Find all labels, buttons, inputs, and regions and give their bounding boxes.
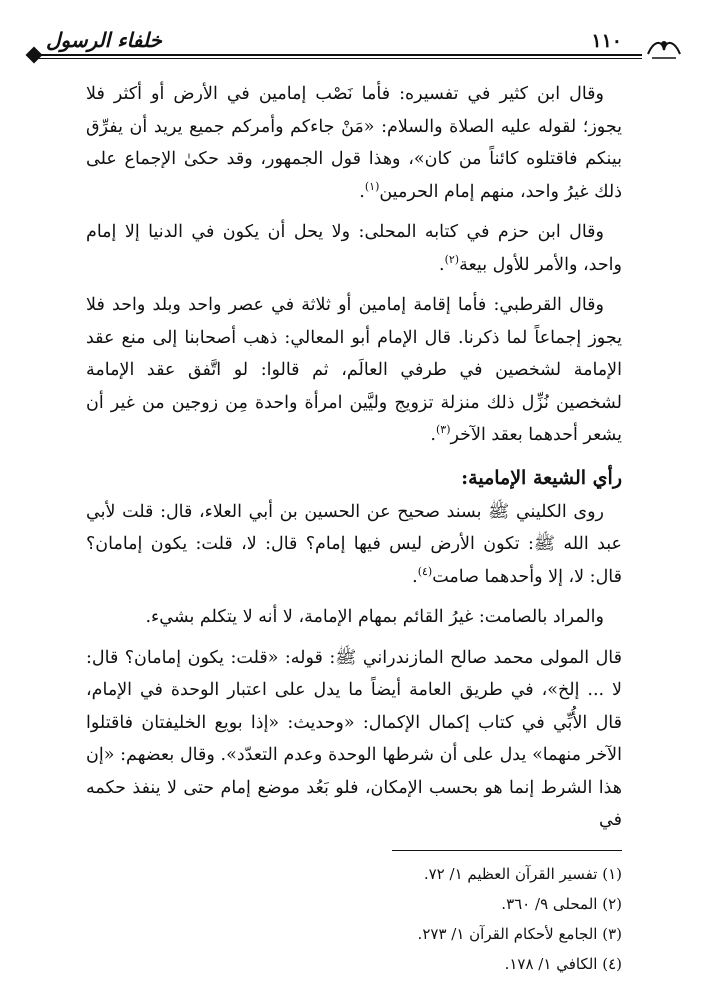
footnote-mark: (٣) bbox=[436, 423, 451, 437]
footnote-mark: (٤) bbox=[417, 564, 433, 578]
footnote-1: (١) تفسير القرآن العظيم ١/ ٧٢. bbox=[423, 865, 622, 883]
main-text bbox=[86, 78, 622, 837]
page-header bbox=[26, 30, 682, 64]
paragraph-kulayni: روى الكليني ﷺ بسند صحيح عن الحسين بن أبي العلاء، قال: قلت لأبي عبد الله ﷺ: تكون الأرض ليس فيها إمام؟ قال: لا، قلت: يكون إمامان؟ قال: لا، إلا وأحدهما صامت$^{(٤)}$. bbox=[86, 501, 622, 587]
header-rule bbox=[38, 54, 642, 56]
running-title: خلفاء الرسول bbox=[46, 28, 162, 52]
footnote-rule bbox=[392, 850, 622, 851]
paragraph-mazandarani: قال المولى محمد صالح المازندراني ﷺ: قوله: «قلت: يكون إمامان؟ قال: لا ... إلخ»، في طريق العامة أيضاً ما يدل على اعتبار الوحدة في الإمام، قال الأُبِّي في كتاب إكمال الإكمال: «وحديث: «إذا بويع الخليفتان فاقتلوا الآخر منهما» يدل على أن شرطها الوحدة وعدم التعدّد». وقال بعضهم: «إن هذا الشرط إنما هو بحسب الإمكان، فلو بَعُد موضع إمام حتى لا ينفذ حكمه في bbox=[86, 647, 622, 830]
paragraph-ibn-hazm: وقال ابن حزم في كتابه المحلى: ولا يحل أن يكون في الدنيا إلا إمام واحد، والأمر للأول بيعة$^{(٢)}$. bbox=[86, 222, 622, 275]
footnotes bbox=[86, 850, 622, 979]
section-heading: رأي الشيعة الإمامية: bbox=[461, 466, 622, 489]
paragraph-ibn-kathir: وقال ابن كثير في تفسيره: فأما نَصْب إمامين في الأرض أو أكثر فلا يجوز؛ لقوله عليه الصلاة والسلام: «مَنْ جاءكم وأمركم جميع يريد أن يفرِّق بينكم فاقتلوه كائناً من كان»، وهذا قول الجمهور، وقد حكىٰ الإجماع على ذلك غيرُ واحد، منهم إمام الحرمين$^{(١)}$. bbox=[86, 84, 622, 202]
header-rule-thin bbox=[38, 58, 642, 59]
footnote-mark: (٢) bbox=[444, 252, 460, 266]
diamond-icon bbox=[26, 47, 43, 64]
footnote-4: (٤) الكافي ١/ ١٧٨. bbox=[504, 955, 622, 973]
footnote-3: (٣) الجامع لأحكام القرآن ١/ ٢٧٣. bbox=[417, 925, 622, 943]
paragraph-silent-meaning: والمراد بالصامت: غيرُ القائم بمهام الإمامة، لا أنه لا يتكلم بشيء. bbox=[145, 607, 604, 627]
ornament-icon bbox=[646, 36, 682, 62]
footnote-2: (٢) المحلى ٩/ ٣٦٠. bbox=[501, 895, 622, 913]
page-number: ١١٠ bbox=[591, 30, 622, 52]
footnote-mark: (١) bbox=[364, 179, 380, 193]
paragraph-qurtubi: وقال القرطبي: فأما إقامة إمامين أو ثلاثة في عصر واحد وبلد واحد فلا يجوز إجماعاً لما ذكرنا. قال الإمام أبو المعالي: ذهب أصحابنا إلى منع عقد الإمامة لشخصين في طرفي العالَم، ثم قالوا: لو اتَّفق عقد الإمامة لشخصين نُزِّل ذلك منزلة تزويج وليَّين امرأة واحدة مِن زوجين من غير أن يشعر أحدهما بعقد الآخر$^{(٣)}$. bbox=[86, 295, 622, 445]
